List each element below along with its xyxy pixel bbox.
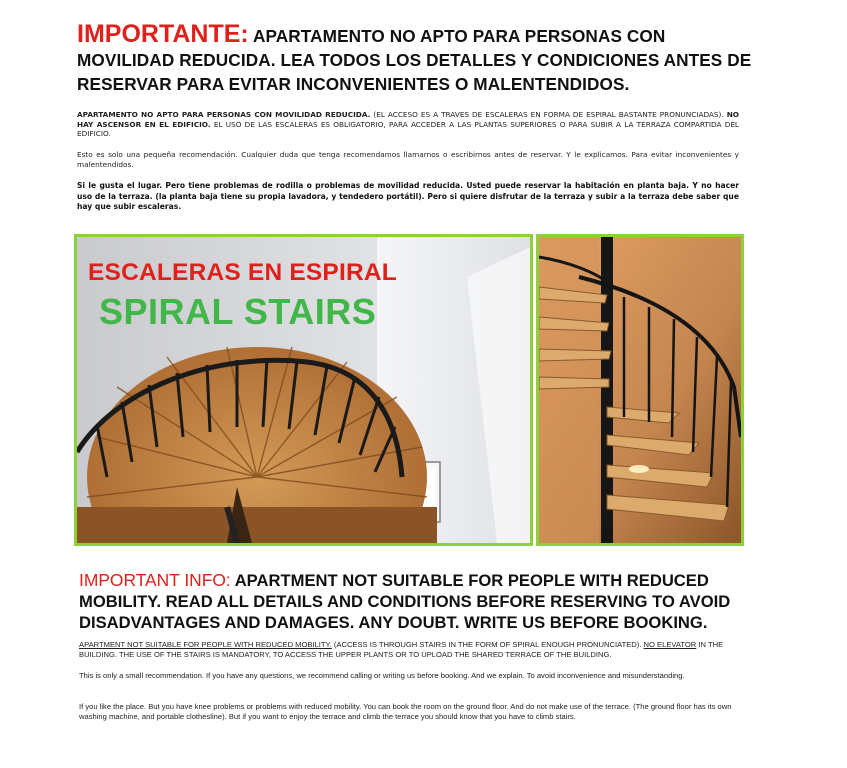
english-paragraph-1: [79, 640, 745, 660]
spanish-heading-text: APARTAMENTO NO APTO PARA PERSONAS CON MOVILIDAD REDUCIDA. LEA TODOS LOS DETALLES Y CONDICIONES ANTES DE RESERVAR PARA EVITAR INCONVENIENTES O MALENTENDIDOS.: [77, 26, 752, 94]
english-p1-underline-a: APARTMENT NOT SUITABLE FOR PEOPLE WITH REDUCED MOBILITY.: [79, 640, 332, 649]
english-heading-important: IMPORTANT INFO:: [79, 570, 231, 590]
spanish-paragraph-2: Esto es solo una pequeña recomendación. Cualquier duda que tenga recomendamos llamarnos o escribirnos antes de reservar. Y le explicamos. Para evitar inconvenientes y malentendidos.: [77, 150, 739, 169]
english-p1-underline-b: NO ELEVATOR: [643, 640, 697, 649]
spanish-paragraph-3: Si le gusta el lugar. Pero tiene problemas de rodilla o problemas de movilidad reducida. Usted puede reservar la habitación en planta baja. Y no hacer uso de la terraza. (la planta baja tiene su propia lavadora, y tendedero portátil). Pero si quiere disfrutar de la terraza y subir a la terraza debe saber que hay que subir escaleras.: [77, 181, 739, 211]
english-p1-text-a: (ACCESS IS THROUGH STAIRS IN THE FORM OF SPIRAL ENOUGH PRONUNCIATED).: [331, 640, 644, 649]
photo-overlay-english: SPIRAL STAIRS: [99, 291, 377, 332]
spanish-paragraph-1: [77, 110, 739, 139]
english-p1-text-b: IN THE BUILDING. THE USE OF THE STAIRS IS MANDATORY, TO ACCESS THE UPPER PLANTS OR TO UPLOAD THE SHARED TERRACE OF THE BUILDING.: [79, 640, 724, 659]
spanish-p1-bold-b: NO HAY ASCENSOR EN EL EDIFICIO.: [77, 110, 740, 129]
english-paragraph-3: If you like the place. But you have knee problems or problems with reduced mobility. You can book the room on the ground floor. And do not make use of the terrace. (The ground floor has its own washing machine, and portable clothesline). But if you want to enjoy the terrace and climb the terrace you should know that you have to climb stairs.: [79, 702, 732, 721]
photo-overlay-spanish: ESCALERAS EN ESPIRAL: [88, 259, 397, 286]
spanish-heading-important: IMPORTANTE:: [77, 20, 249, 48]
english-paragraph-2: This is only a small recommendation. If you have any questions, we recommend calling or writing us before booking. And we explain. To avoid inconvenience and misunderstanding.: [79, 671, 685, 680]
spiral-stairs-photo-top: [74, 234, 533, 546]
english-heading-text: APARTMENT NOT SUITABLE FOR PEOPLE WITH REDUCED MOBILITY. READ ALL DETAILS AND CONDITIONS BEFORE RESERVING TO AVOID DISADVANTAGES AND DAMAGES. ANY DOUBT. WRITE US BEFORE BOOKING.: [79, 571, 731, 632]
spanish-heading: [77, 22, 757, 96]
spiral-stairs-photo-side: [536, 234, 744, 546]
english-heading: [79, 570, 749, 633]
spanish-p1-bold-a: APARTAMENTO NO APTO PARA PERSONAS CON MOVILIDAD REDUCIDA.: [77, 110, 371, 119]
spanish-p1-text-b: EL USO DE LAS ESCALERAS ES OBLIGATORIO, PARA ACCEDER A LAS PLANTAS SUPERIORES O PARA SUBIR A LA TERRAZA COMPARTIDA DEL EDIFICIO.: [77, 119, 739, 139]
spiral-stairs-side-illustration: [539, 237, 741, 543]
spanish-p1-text-a: (EL ACCESO ES A TRAVES DE ESCALERAS EN FORMA DE ESPIRAL BASTANTE PRONUNCIADAS).: [370, 110, 727, 119]
